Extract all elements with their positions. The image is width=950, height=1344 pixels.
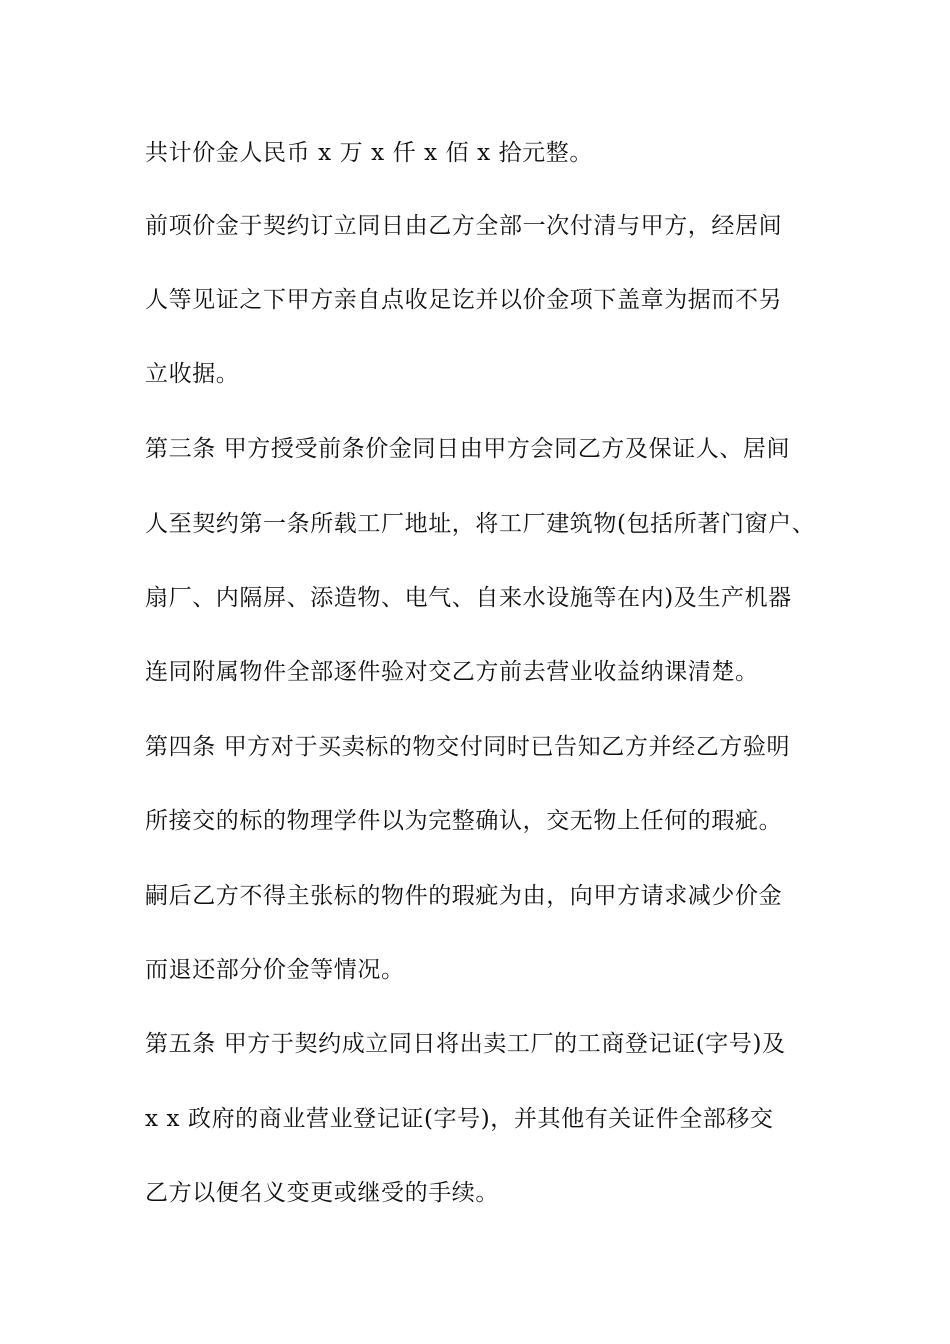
text-line-12: 而退还部分价金等情况。: [145, 957, 405, 983]
text-line-10: 所接交的标的物理学件以为完整确认，交无物上任何的瑕疵。: [145, 808, 783, 834]
text-line-15: 乙方以便名义变更或继受的手续。: [145, 1180, 499, 1206]
text-line-3: 人等见证之下甲方亲自点收足讫并以价金项下盖章为据而不另: [145, 287, 783, 313]
text-line-5: 第三条 甲方授受前条价金同日由甲方会同乙方及保证人、居间: [145, 436, 791, 462]
text-line-7: 扇厂、内隔屏、添造物、电气、自来水设施等在内)及生产机器: [145, 585, 792, 611]
text-line-2: 前项价金于契约订立同日由乙方全部一次付清与甲方，经居间: [145, 213, 783, 239]
text-line-8: 连同附属物件全部逐件验对交乙方前去营业收益纳课清楚。: [145, 659, 759, 685]
text-line-14: x x 政府的商业营业登记证(字号)，并其他有关证件全部移交: [145, 1106, 774, 1132]
text-line-13: 第五条 甲方于契约成立同日将出卖工厂的工商登记证(字号)及: [145, 1031, 786, 1057]
text-line-1: 共计价金人民币 x 万 x 仟 x 佰 x 拾元整。: [145, 140, 593, 166]
text-line-4: 立收据。: [145, 361, 240, 387]
text-line-11: 嗣后乙方不得主张标的物件的瑕疵为由，向甲方请求减少价金: [145, 883, 783, 909]
text-line-9: 第四条 甲方对于买卖标的物交付同时已告知乙方并经乙方验明: [145, 734, 791, 760]
text-line-6: 人至契约第一条所载工厂地址，将工厂建筑物(包括所著门窗户、: [145, 511, 816, 537]
